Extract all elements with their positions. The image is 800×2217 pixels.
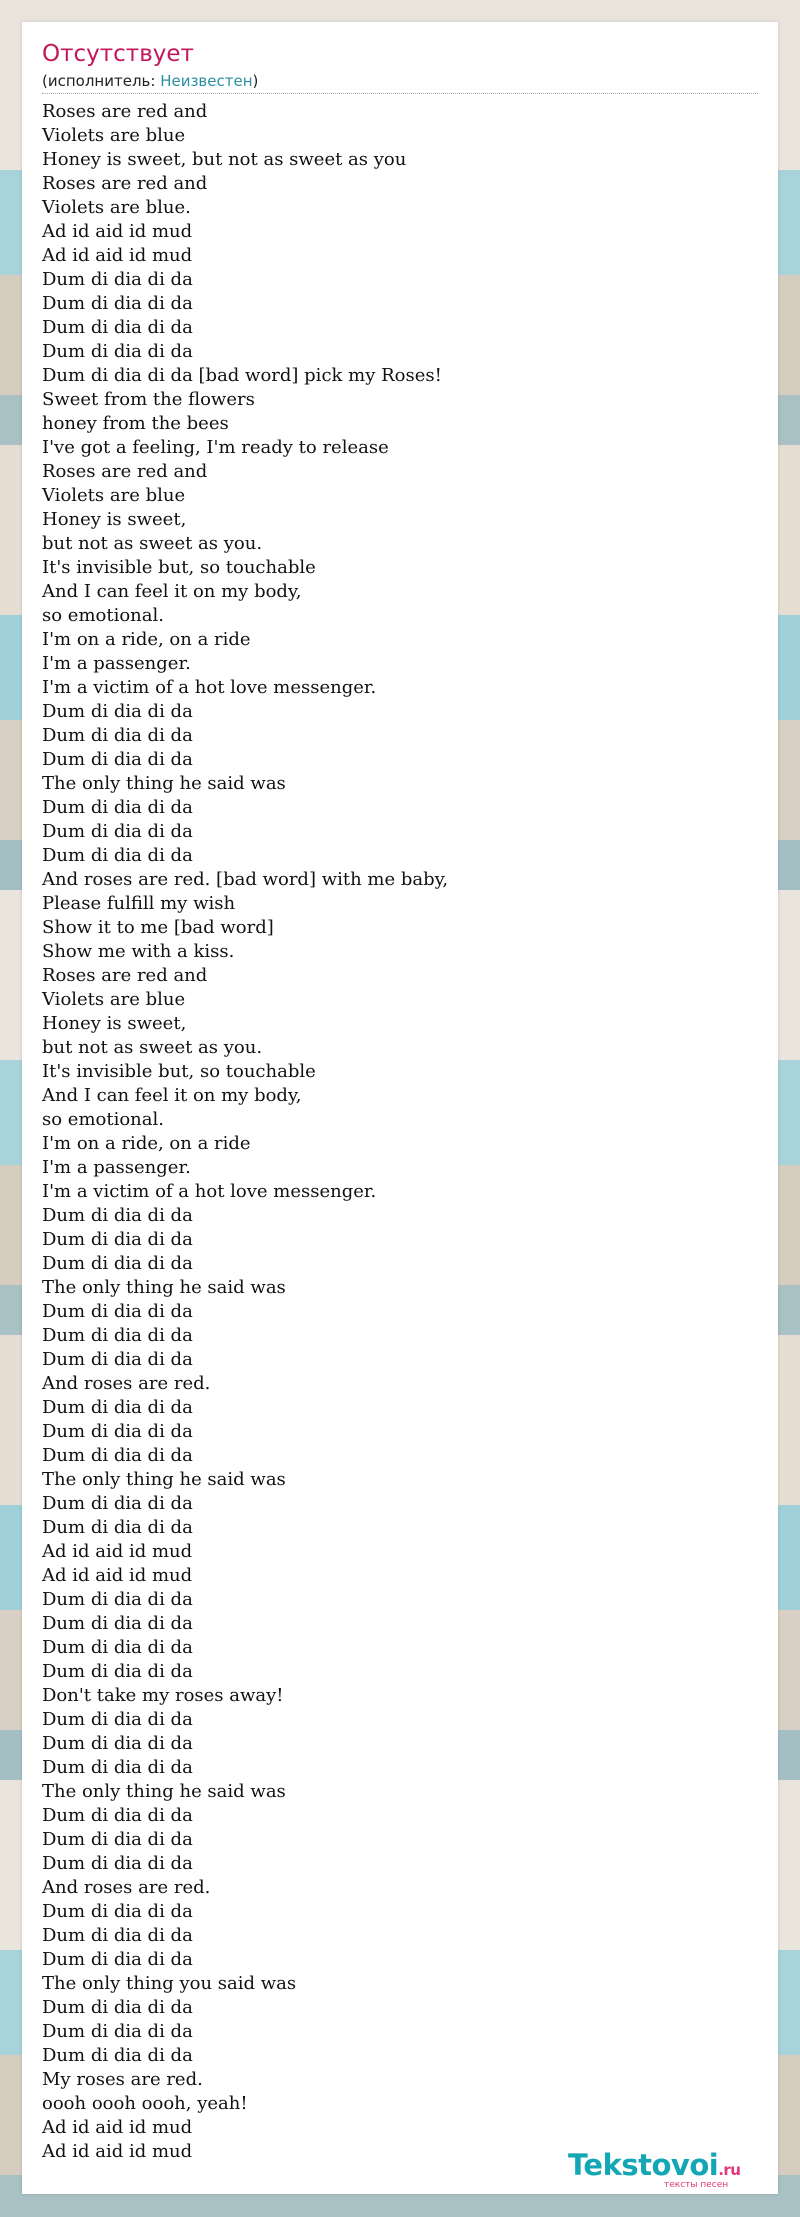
lyric-line: Ad id aid id mud: [42, 2117, 193, 2138]
lyric-line: Violets are blue: [42, 125, 186, 146]
lyric-line: The only thing he said was: [42, 1277, 286, 1298]
lyric-line: Don't take my roses away!: [42, 1685, 284, 1706]
lyric-line: And I can feel it on my body,: [42, 1085, 302, 1106]
lyric-line: Dum di dia di da: [42, 2021, 193, 2042]
lyric-line: Dum di dia di da: [42, 1949, 193, 1970]
lyric-line: Ad id aid id mud: [42, 245, 193, 266]
lyric-line: Dum di dia di da: [42, 1925, 193, 1946]
lyric-line: It's invisible but, so touchable: [42, 557, 316, 578]
lyric-line: Dum di dia di da: [42, 1421, 193, 1442]
lyric-line: Dum di dia di da: [42, 1901, 193, 1922]
lyric-line: Dum di dia di da: [42, 725, 193, 746]
lyric-line: My roses are red.: [42, 2069, 203, 2090]
title-divider: [42, 93, 758, 94]
lyric-line: And roses are red.: [42, 1373, 211, 1394]
lyric-line: Please fulfill my wish: [42, 893, 236, 914]
lyric-line: And roses are red. [bad word] with me baby,: [42, 869, 449, 890]
lyric-line: Sweet from the flowers: [42, 389, 255, 410]
lyric-line: Dum di dia di da: [42, 1493, 193, 1514]
lyric-line: Dum di dia di da: [42, 341, 193, 362]
lyric-line: I'm a passenger.: [42, 1157, 191, 1178]
lyric-line: I'm a victim of a hot love messenger.: [42, 677, 377, 698]
lyric-line: Dum di dia di da: [42, 1805, 193, 1826]
lyric-line: Dum di dia di da: [42, 1637, 193, 1658]
lyric-line: Dum di dia di da: [42, 1301, 193, 1322]
lyric-line: The only thing he said was: [42, 1781, 286, 1802]
lyric-line: Dum di dia di da: [42, 1205, 193, 1226]
logo-tagline: тексты песен: [664, 2180, 729, 2190]
artist-suffix: ): [252, 72, 259, 90]
lyric-line: Dum di dia di da: [42, 1733, 193, 1754]
lyric-line: Dum di dia di da: [42, 1661, 193, 1682]
lyric-line: Dum di dia di da: [42, 293, 193, 314]
lyric-line: Dum di dia di da: [42, 1589, 193, 1610]
lyric-line: Roses are red and: [42, 173, 208, 194]
lyric-line: Dum di dia di da: [42, 1445, 193, 1466]
lyric-line: so emotional.: [42, 605, 164, 626]
lyric-line: And I can feel it on my body,: [42, 581, 302, 602]
lyric-line: Roses are red and: [42, 101, 208, 122]
lyric-line: Roses are red and: [42, 965, 208, 986]
lyric-line: Dum di dia di da: [42, 1757, 193, 1778]
lyric-line: Dum di dia di da: [42, 1709, 193, 1730]
lyric-line: Honey is sweet,: [42, 1013, 187, 1034]
lyric-line: Dum di dia di da: [42, 1325, 193, 1346]
lyric-line: I'm on a ride, on a ride: [42, 629, 251, 650]
lyric-line: Dum di dia di da: [42, 1349, 193, 1370]
lyric-line: Dum di dia di da: [42, 269, 193, 290]
artist-line: [42, 71, 258, 91]
lyrics-text: [42, 100, 448, 2164]
lyric-line: Dum di dia di da: [42, 1397, 193, 1418]
lyric-line: Dum di dia di da: [42, 1829, 193, 1850]
lyric-line: but not as sweet as you.: [42, 1037, 263, 1058]
logo-name: Tekstovoi: [568, 2148, 719, 2182]
lyric-line: Violets are blue.: [42, 197, 191, 218]
lyric-line: Dum di dia di da: [42, 1517, 193, 1538]
lyric-line: Dum di dia di da: [42, 701, 193, 722]
lyric-line: Dum di dia di da: [42, 2045, 193, 2066]
lyric-line: The only thing he said was: [42, 773, 286, 794]
lyric-line: I'm on a ride, on a ride: [42, 1133, 251, 1154]
lyric-line: Violets are blue: [42, 485, 186, 506]
lyric-line: Violets are blue: [42, 989, 186, 1010]
lyric-line: I've got a feeling, I'm ready to release: [42, 437, 389, 458]
lyric-line: Roses are red and: [42, 461, 208, 482]
lyric-line: Ad id aid id mud: [42, 1565, 193, 1586]
logo-tld: .ru: [718, 2161, 741, 2179]
lyric-line: Dum di dia di da: [42, 1253, 193, 1274]
lyric-line: Ad id aid id mud: [42, 221, 193, 242]
lyric-line: Ad id aid id mud: [42, 2141, 193, 2162]
artist-link[interactable]: Неизвестен: [160, 72, 253, 90]
lyric-line: Dum di dia di da: [42, 797, 193, 818]
lyric-line: I'm a passenger.: [42, 653, 191, 674]
lyric-line: Honey is sweet,: [42, 509, 187, 530]
lyrics-card: [22, 22, 778, 2194]
site-logo[interactable]: [568, 2149, 768, 2193]
lyric-line: Dum di dia di da [bad word] pick my Roses!: [42, 365, 442, 386]
lyric-line: Dum di dia di da: [42, 845, 193, 866]
lyric-line: so emotional.: [42, 1109, 164, 1130]
lyric-line: Ad id aid id mud: [42, 1541, 193, 1562]
lyric-line: Show me with a kiss.: [42, 941, 235, 962]
lyric-line: oooh oooh oooh, yeah!: [42, 2093, 248, 2114]
lyric-line: honey from the bees: [42, 413, 229, 434]
lyric-line: Dum di dia di da: [42, 317, 193, 338]
lyric-line: Dum di dia di da: [42, 1997, 193, 2018]
lyric-line: but not as sweet as you.: [42, 533, 263, 554]
lyric-line: And roses are red.: [42, 1877, 211, 1898]
lyric-line: It's invisible but, so touchable: [42, 1061, 316, 1082]
lyric-line: Show it to me [bad word]: [42, 917, 274, 938]
lyric-line: Dum di dia di da: [42, 749, 193, 770]
lyric-line: Dum di dia di da: [42, 1853, 193, 1874]
lyric-line: The only thing he said was: [42, 1469, 286, 1490]
song-title: Отсутствует: [42, 41, 194, 67]
lyric-line: Dum di dia di da: [42, 821, 193, 842]
lyric-line: Dum di dia di da: [42, 1613, 193, 1634]
lyric-line: The only thing you said was: [42, 1973, 297, 1994]
lyric-line: Dum di dia di da: [42, 1229, 193, 1250]
artist-prefix: (исполнитель:: [42, 72, 161, 90]
lyric-line: I'm a victim of a hot love messenger.: [42, 1181, 377, 1202]
lyric-line: Honey is sweet, but not as sweet as you: [42, 149, 407, 170]
